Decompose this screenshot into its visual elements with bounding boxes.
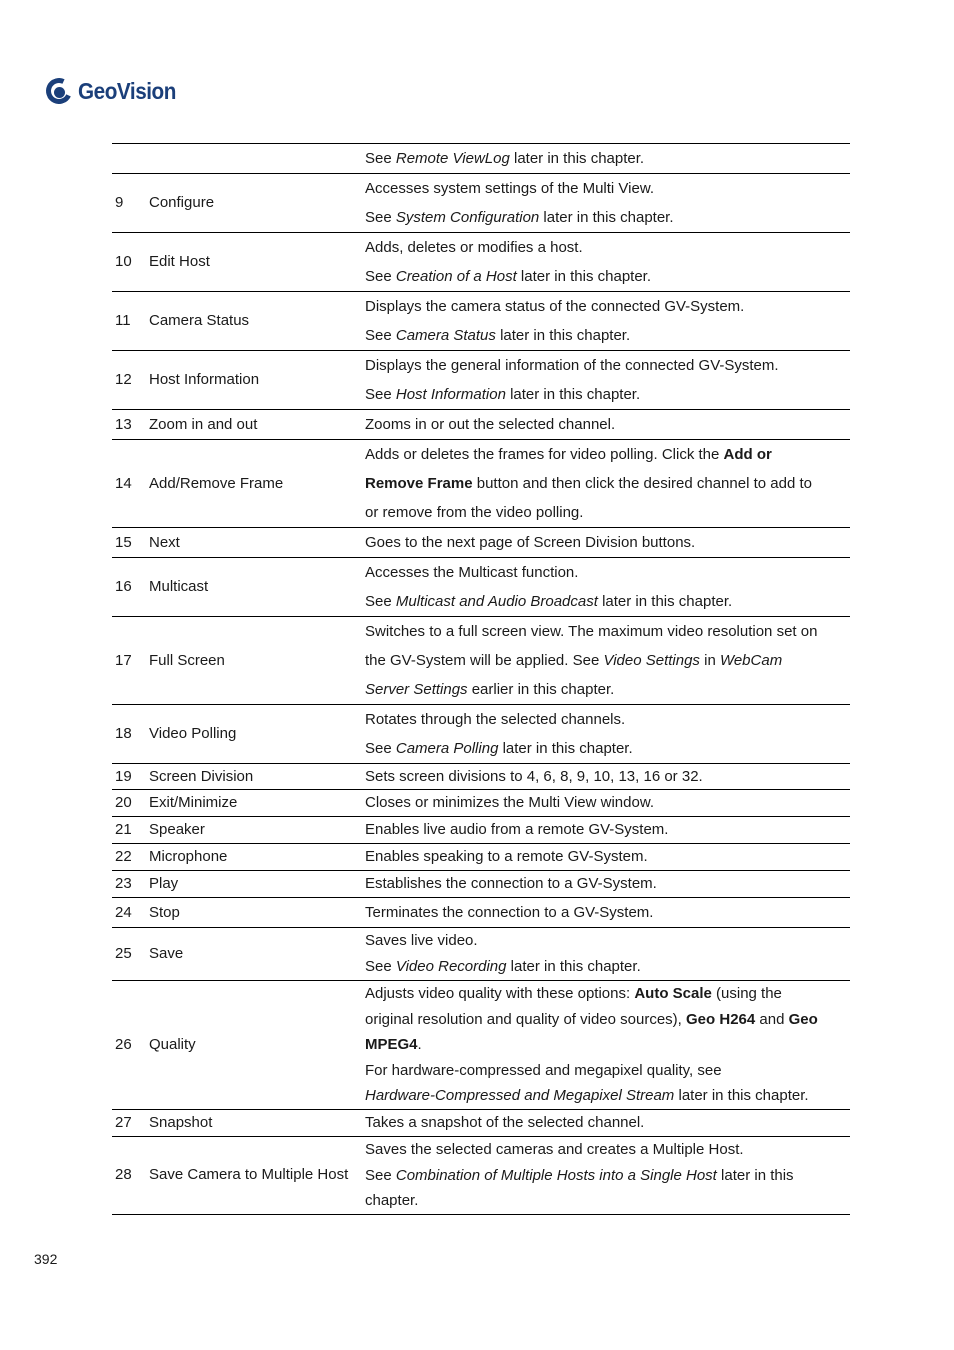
description-text: Adds, deletes or modifies a host.	[365, 239, 583, 256]
description-line	[365, 817, 850, 843]
item-number: 22	[115, 848, 132, 865]
description-text: later in this chapter.	[674, 1087, 809, 1105]
description-line	[365, 558, 850, 587]
table-row	[112, 871, 850, 898]
item-name: Full Screen	[149, 651, 225, 669]
item-number: 18	[115, 725, 132, 742]
table-row	[112, 617, 850, 705]
description-text: Enables live audio from a remote GV-System.	[365, 821, 669, 838]
item-name: Multicast	[149, 578, 209, 595]
item-number: 11	[115, 312, 131, 329]
item-name: Microphone	[149, 848, 228, 865]
description-line	[365, 1110, 850, 1136]
item-description	[365, 844, 850, 871]
table-row	[112, 790, 850, 817]
description-text: Rotates through the selected channels.	[365, 711, 626, 728]
item-number: 17	[115, 651, 132, 669]
table-row	[112, 440, 850, 528]
description-text: later in this chapter.	[539, 209, 674, 226]
description-line	[365, 440, 850, 469]
description-text: (using the	[711, 985, 782, 1002]
description-line	[365, 587, 850, 616]
item-number: 13	[115, 415, 132, 433]
description-text: See	[365, 209, 396, 226]
geovision-logo-icon	[46, 76, 74, 106]
table-row	[112, 817, 850, 844]
description-line	[365, 1163, 850, 1189]
item-description	[365, 817, 850, 844]
item-name: Edit Host	[149, 253, 210, 270]
description-line	[365, 469, 850, 498]
description-text: Switches to a full screen view. The maximum video resolution set on	[365, 623, 818, 640]
description-line	[365, 675, 850, 704]
description-text: Establishes the connection to a GV-System.	[365, 875, 657, 892]
item-description	[365, 351, 850, 410]
description-line	[365, 262, 850, 291]
description-text: See	[365, 327, 396, 344]
table-row	[112, 410, 850, 440]
item-description	[365, 558, 850, 617]
item-name: Next	[149, 533, 180, 551]
description-text: See	[365, 386, 396, 403]
ui-term: Remove Frame	[365, 475, 473, 492]
cross-reference: Remote ViewLog	[395, 150, 510, 167]
cross-reference: Host Information	[395, 386, 506, 403]
description-text: Closes or minimizes the Multi View window.	[365, 794, 654, 811]
description-text: See	[365, 740, 396, 757]
item-name: Camera Status	[149, 312, 250, 329]
description-line	[365, 1137, 850, 1163]
description-text: in	[699, 652, 720, 669]
table-row	[112, 705, 850, 764]
item-description	[365, 928, 850, 981]
item-name: Host Information	[149, 371, 260, 388]
item-number: 28	[115, 1166, 132, 1184]
description-text: and	[755, 1010, 789, 1028]
description-line	[365, 351, 850, 380]
item-number: 26	[115, 1035, 132, 1053]
table-row	[112, 351, 850, 410]
item-number: 10	[115, 253, 132, 270]
description-text: Enables speaking to a remote GV-System.	[365, 848, 648, 865]
description-line	[365, 292, 850, 321]
description-text: Sets screen divisions to 4, 6, 8, 9, 10, 13, 16 or 32.	[365, 768, 703, 785]
table-row	[112, 233, 850, 292]
item-name: Add/Remove Frame	[149, 474, 284, 492]
description-text: Displays the camera status of the connected GV-System.	[365, 298, 745, 315]
item-description	[365, 1136, 850, 1214]
item-description	[365, 981, 850, 1110]
description-line	[365, 144, 850, 173]
description-line	[365, 1032, 850, 1058]
description-line	[365, 1007, 850, 1033]
cross-reference: WebCam	[719, 652, 783, 669]
item-number: 21	[115, 821, 132, 838]
cross-reference: System Configuration	[395, 209, 540, 226]
description-line	[365, 646, 850, 675]
description-text: Accesses system settings of the Multi View.	[365, 180, 655, 197]
item-name: Play	[149, 875, 179, 892]
description-text: Accesses the Multicast function.	[365, 564, 579, 581]
item-name: Exit/Minimize	[149, 794, 238, 811]
item-number: 14	[115, 474, 132, 492]
cross-reference: Hardware-Compressed and Megapixel Stream	[365, 1087, 675, 1105]
description-text: later in this	[716, 1166, 794, 1184]
cross-reference: Camera Status	[395, 327, 496, 344]
description-line	[365, 705, 850, 734]
description-line	[365, 380, 850, 409]
item-number: 27	[115, 1113, 132, 1131]
description-line	[365, 1058, 850, 1084]
description-line	[365, 321, 850, 350]
item-description	[365, 898, 850, 928]
description-line	[365, 928, 850, 954]
description-text: button and then click the desired channel to add to	[472, 475, 812, 492]
description-text: later in this chapter.	[506, 958, 641, 975]
item-description	[365, 705, 850, 764]
item-description	[365, 410, 850, 440]
item-name: Video Polling	[149, 725, 237, 742]
item-description	[365, 144, 850, 174]
item-name: Zoom in and out	[149, 415, 258, 433]
description-line	[365, 1083, 850, 1109]
description-text: Displays the general information of the connected GV-System.	[365, 357, 779, 374]
item-number: 25	[115, 945, 132, 962]
description-text: .	[417, 1036, 422, 1054]
description-line	[365, 790, 850, 816]
description-text: later in this chapter.	[516, 268, 652, 285]
table-row	[112, 764, 850, 790]
item-description	[365, 1109, 850, 1136]
description-text: later in this chapter.	[498, 740, 633, 757]
item-description	[365, 233, 850, 292]
description-line	[365, 981, 850, 1007]
description-line	[365, 764, 850, 789]
item-number: 16	[115, 578, 132, 595]
item-number: 12	[115, 371, 132, 388]
item-description	[365, 292, 850, 351]
description-text: See	[365, 593, 396, 610]
item-name: Speaker	[149, 821, 205, 838]
item-description	[365, 617, 850, 705]
table-row	[112, 558, 850, 617]
item-name: Save	[149, 945, 184, 962]
description-text: Zooms in or out the selected channel.	[365, 416, 616, 433]
description-text: See	[365, 1166, 396, 1184]
item-number: 19	[115, 767, 132, 785]
description-text: or remove from the video polling.	[365, 504, 584, 521]
item-description	[365, 764, 850, 790]
description-text: later in this chapter.	[509, 150, 645, 167]
description-text: See	[365, 150, 396, 167]
description-line	[365, 410, 850, 439]
cross-reference: Server Settings	[365, 681, 468, 698]
ui-term: Auto Scale	[634, 985, 712, 1002]
cross-reference: Multicast and Audio Broadcast	[395, 593, 598, 610]
description-text: Goes to the next page of Screen Division buttons.	[365, 534, 696, 551]
page-number: 392	[34, 1251, 58, 1267]
item-name	[149, 144, 365, 174]
item-name: Snapshot	[149, 1113, 213, 1131]
cross-reference: Video Settings	[603, 652, 700, 669]
cross-reference: Creation of a Host	[395, 268, 517, 285]
item-name: Save Camera to Multiple Host	[149, 1166, 349, 1184]
description-line	[365, 844, 850, 870]
table-row	[112, 174, 850, 233]
description-line	[365, 203, 850, 232]
item-number: 24	[115, 903, 132, 921]
description-text: original resolution and quality of video sources),	[365, 1010, 687, 1028]
description-text: See	[365, 958, 396, 975]
table-row	[112, 1136, 850, 1214]
description-line	[365, 954, 850, 980]
description-text: later in this chapter.	[597, 593, 733, 610]
item-number	[112, 144, 149, 174]
description-text: Terminates the connection to a GV-System.	[365, 904, 654, 921]
table-row	[112, 528, 850, 558]
item-number: 9	[115, 194, 124, 211]
description-line	[365, 498, 850, 527]
description-text: For hardware-compressed and megapixel quality, see	[365, 1061, 722, 1079]
item-name: Quality	[149, 1035, 196, 1053]
description-line	[365, 528, 850, 557]
description-line	[365, 233, 850, 262]
item-name: Configure	[149, 194, 215, 211]
description-line	[365, 734, 850, 763]
item-number: 23	[115, 875, 132, 892]
description-text: Saves live video.	[365, 932, 478, 949]
item-number: 20	[115, 794, 132, 811]
item-description	[365, 790, 850, 817]
description-text: the GV-System will be applied. See	[365, 652, 604, 669]
cross-reference: Video Recording	[395, 958, 507, 975]
description-line	[365, 898, 850, 927]
description-line	[365, 1188, 850, 1214]
table-row	[112, 292, 850, 351]
table-row	[112, 1109, 850, 1136]
table-row	[112, 981, 850, 1110]
cross-reference: Camera Polling	[395, 740, 499, 757]
table-row	[112, 144, 850, 174]
description-text: Takes a snapshot of the selected channel.	[365, 1113, 645, 1131]
description-text: earlier in this chapter.	[467, 681, 615, 698]
item-name: Stop	[149, 903, 180, 921]
ui-term: MPEG4	[365, 1036, 418, 1054]
description-text: later in this chapter.	[505, 386, 641, 403]
item-description	[365, 440, 850, 528]
description-text: chapter.	[365, 1192, 419, 1210]
ui-term: Geo	[788, 1010, 818, 1028]
item-description	[365, 871, 850, 898]
button-description-table	[112, 143, 850, 1215]
cross-reference: Combination of Multiple Hosts into a Single Host	[395, 1166, 717, 1184]
item-number: 15	[115, 533, 132, 551]
table-row	[112, 928, 850, 981]
item-name: Screen Division	[149, 767, 254, 785]
description-text: Saves the selected cameras and creates a Multiple Host.	[365, 1140, 744, 1158]
ui-term: Geo H264	[686, 1010, 756, 1028]
table-row	[112, 898, 850, 928]
description-text: Adds or deletes the frames for video polling. Click the	[365, 446, 724, 463]
description-text: See	[365, 268, 396, 285]
description-text: later in this chapter.	[495, 327, 631, 344]
description-line	[365, 617, 850, 646]
ui-term: Add or	[723, 446, 772, 463]
table-row	[112, 844, 850, 871]
brand-name: GeoVision	[78, 77, 176, 104]
description-line	[365, 174, 850, 203]
item-description	[365, 528, 850, 558]
item-description	[365, 174, 850, 233]
geovision-logo	[46, 74, 187, 108]
description-line	[365, 871, 850, 897]
description-text: Adjusts video quality with these options:	[365, 985, 635, 1002]
